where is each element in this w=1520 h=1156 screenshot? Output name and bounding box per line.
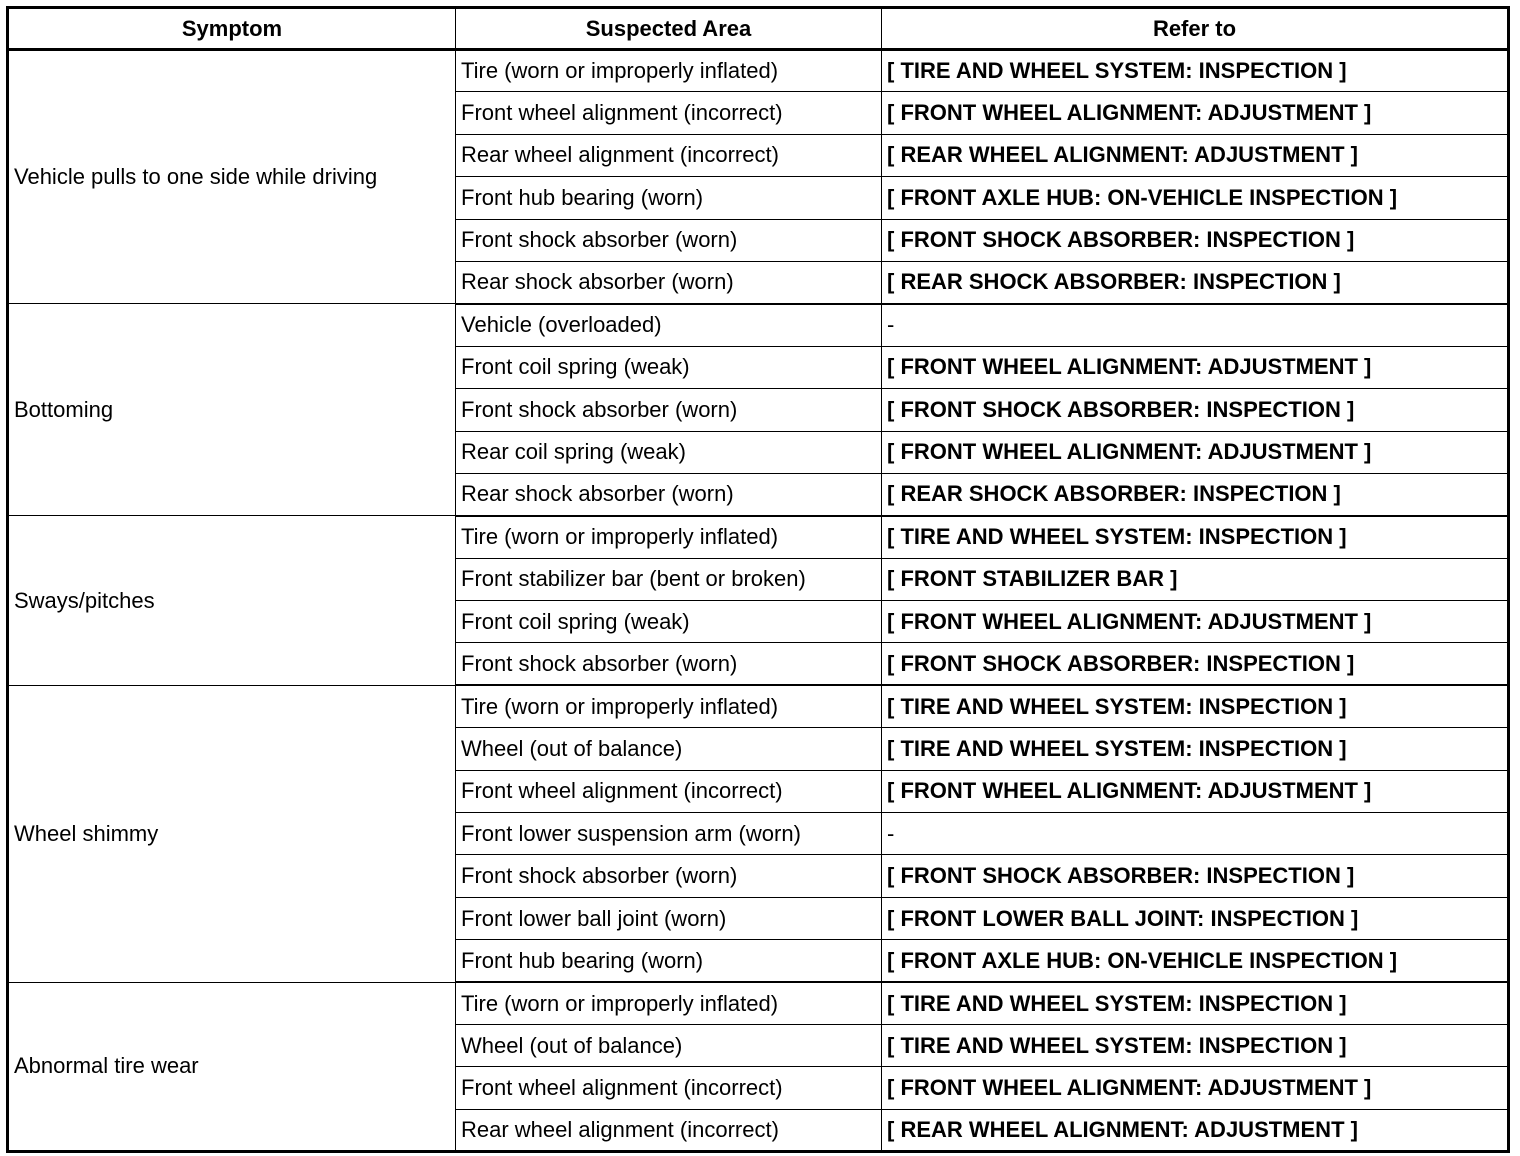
symptom-cell: Bottoming [8,304,456,516]
suspected-area-cell: Front hub bearing (worn) [456,940,882,982]
refer-to-cell: - [882,304,1509,346]
refer-to-link[interactable]: [ FRONT LOWER BALL JOINT: INSPECTION ] [882,897,1509,939]
refer-to-link[interactable]: [ FRONT WHEEL ALIGNMENT: ADJUSTMENT ] [882,770,1509,812]
suspected-area-cell: Front wheel alignment (incorrect) [456,1067,882,1109]
suspected-area-cell: Front shock absorber (worn) [456,855,882,897]
symptom-cell: Wheel shimmy [8,685,456,982]
suspected-area-cell: Front lower suspension arm (worn) [456,813,882,855]
refer-to-link[interactable]: [ FRONT WHEEL ALIGNMENT: ADJUSTMENT ] [882,1067,1509,1109]
header-refer-to: Refer to [882,8,1509,50]
suspected-area-cell: Front shock absorber (worn) [456,219,882,261]
suspected-area-cell: Wheel (out of balance) [456,1024,882,1066]
refer-to-link[interactable]: [ FRONT SHOCK ABSORBER: INSPECTION ] [882,219,1509,261]
refer-to-link[interactable]: [ REAR SHOCK ABSORBER: INSPECTION ] [882,473,1509,515]
refer-to-link[interactable]: [ TIRE AND WHEEL SYSTEM: INSPECTION ] [882,685,1509,727]
refer-to-link[interactable]: [ TIRE AND WHEEL SYSTEM: INSPECTION ] [882,728,1509,770]
suspected-area-cell: Front wheel alignment (incorrect) [456,770,882,812]
suspected-area-cell: Front shock absorber (worn) [456,389,882,431]
refer-to-link[interactable]: [ TIRE AND WHEEL SYSTEM: INSPECTION ] [882,50,1509,92]
header-suspected-area: Suspected Area [456,8,882,50]
refer-to-link[interactable]: [ FRONT SHOCK ABSORBER: INSPECTION ] [882,855,1509,897]
suspected-area-cell: Vehicle (overloaded) [456,304,882,346]
refer-to-link[interactable]: [ REAR SHOCK ABSORBER: INSPECTION ] [882,261,1509,303]
table-row [8,685,1509,727]
table-row [8,516,1509,558]
refer-to-link[interactable]: [ TIRE AND WHEEL SYSTEM: INSPECTION ] [882,982,1509,1024]
refer-to-link[interactable]: [ FRONT WHEEL ALIGNMENT: ADJUSTMENT ] [882,601,1509,643]
suspected-area-cell: Rear coil spring (weak) [456,431,882,473]
suspected-area-cell: Front coil spring (weak) [456,346,882,388]
troubleshooting-table [6,6,1510,1153]
refer-to-link[interactable]: [ REAR WHEEL ALIGNMENT: ADJUSTMENT ] [882,134,1509,176]
suspected-area-cell: Wheel (out of balance) [456,728,882,770]
refer-to-link[interactable]: [ TIRE AND WHEEL SYSTEM: INSPECTION ] [882,516,1509,558]
refer-to-link[interactable]: [ FRONT WHEEL ALIGNMENT: ADJUSTMENT ] [882,346,1509,388]
symptom-cell: Abnormal tire wear [8,982,456,1152]
refer-to-link[interactable]: [ REAR WHEEL ALIGNMENT: ADJUSTMENT ] [882,1109,1509,1151]
suspected-area-cell: Rear shock absorber (worn) [456,473,882,515]
suspected-area-cell: Front hub bearing (worn) [456,177,882,219]
refer-to-link[interactable]: [ FRONT AXLE HUB: ON-VEHICLE INSPECTION ] [882,177,1509,219]
table-row [8,982,1509,1024]
table-row [8,50,1509,92]
header-row [8,8,1509,50]
header-symptom: Symptom [8,8,456,50]
suspected-area-cell: Tire (worn or improperly inflated) [456,50,882,92]
suspected-area-cell: Tire (worn or improperly inflated) [456,685,882,727]
suspected-area-cell: Front stabilizer bar (bent or broken) [456,558,882,600]
symptom-cell: Vehicle pulls to one side while driving [8,50,456,304]
table-body [8,50,1509,1152]
refer-to-link[interactable]: [ FRONT WHEEL ALIGNMENT: ADJUSTMENT ] [882,431,1509,473]
refer-to-link[interactable]: [ TIRE AND WHEEL SYSTEM: INSPECTION ] [882,1024,1509,1066]
refer-to-link[interactable]: [ FRONT AXLE HUB: ON-VEHICLE INSPECTION ] [882,940,1509,982]
refer-to-link[interactable]: [ FRONT SHOCK ABSORBER: INSPECTION ] [882,643,1509,685]
refer-to-link[interactable]: [ FRONT STABILIZER BAR ] [882,558,1509,600]
table-row [8,304,1509,346]
refer-to-cell: - [882,813,1509,855]
refer-to-link[interactable]: [ FRONT SHOCK ABSORBER: INSPECTION ] [882,389,1509,431]
suspected-area-cell: Tire (worn or improperly inflated) [456,516,882,558]
suspected-area-cell: Rear wheel alignment (incorrect) [456,134,882,176]
suspected-area-cell: Front coil spring (weak) [456,601,882,643]
suspected-area-cell: Rear wheel alignment (incorrect) [456,1109,882,1151]
symptom-cell: Sways/pitches [8,516,456,686]
suspected-area-cell: Front wheel alignment (incorrect) [456,92,882,134]
suspected-area-cell: Front shock absorber (worn) [456,643,882,685]
suspected-area-cell: Front lower ball joint (worn) [456,897,882,939]
suspected-area-cell: Tire (worn or improperly inflated) [456,982,882,1024]
suspected-area-cell: Rear shock absorber (worn) [456,261,882,303]
refer-to-link[interactable]: [ FRONT WHEEL ALIGNMENT: ADJUSTMENT ] [882,92,1509,134]
